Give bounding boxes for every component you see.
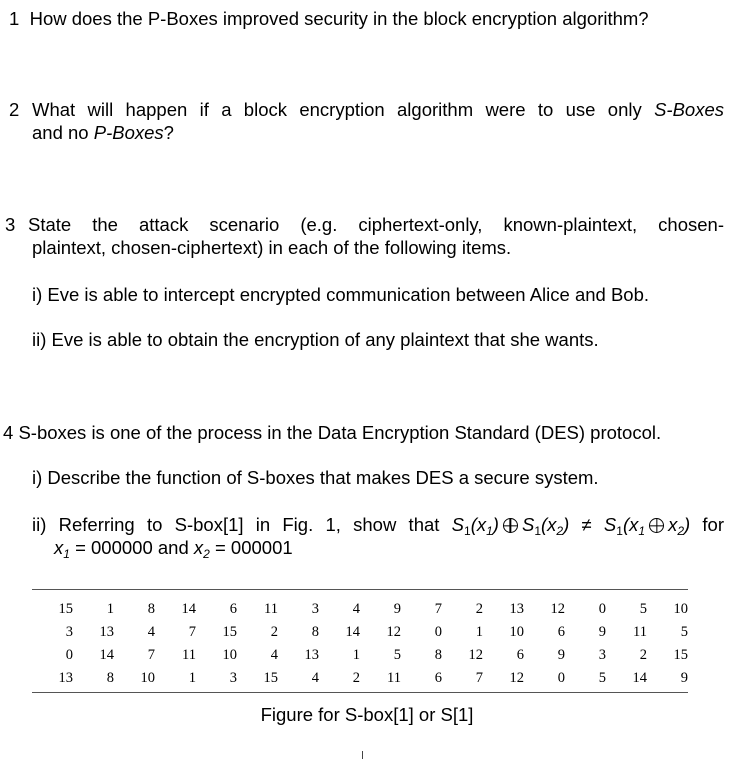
question-2-sboxes: S-Boxes <box>654 99 724 120</box>
table-cell: 8 <box>106 670 114 686</box>
question-4-line-1 <box>3 422 661 444</box>
table-cell: 1 <box>106 601 114 617</box>
value-x1-text: = 000000 and <box>69 537 194 558</box>
formula-x-sub-a: 1 <box>486 524 493 538</box>
table-cell: 5 <box>393 647 401 663</box>
table-cell: 14 <box>181 601 196 617</box>
table-cell: 2 <box>270 624 278 640</box>
table-bottom-rule <box>32 692 688 693</box>
xor-icon <box>649 518 664 533</box>
question-2-number: 2 <box>9 99 20 120</box>
table-cell: 10 <box>673 601 688 617</box>
value-x2-var: x <box>193 537 204 558</box>
table-cell: 6 <box>557 624 565 640</box>
table-cell: 8 <box>434 647 442 663</box>
table-cell: 4 <box>311 670 319 686</box>
table-cell: 4 <box>270 647 278 663</box>
table-cell: 11 <box>633 624 647 640</box>
question-1-text: How does the P-Boxes improved security in the block encryption algorithm? <box>29 8 649 29</box>
table-cell: 11 <box>387 670 401 686</box>
value-x1-sub: 1 <box>63 547 70 561</box>
table-cell: 3 <box>598 647 606 663</box>
table-cell: 13 <box>509 601 524 617</box>
formula-s-b: S <box>521 514 535 535</box>
table-cell: 14 <box>345 624 360 640</box>
formula-paren-b: ( <box>541 514 548 535</box>
formula-s-a: S <box>451 514 464 535</box>
formula-x-c: x <box>629 514 639 535</box>
table-cell: 6 <box>434 670 442 686</box>
table-cell: 6 <box>516 647 524 663</box>
table-cell: 9 <box>557 647 565 663</box>
value-x2-text: = 000001 <box>209 537 293 558</box>
table-cell: 15 <box>58 601 73 617</box>
table-cell: 2 <box>475 601 483 617</box>
table-cell: 2 <box>352 670 360 686</box>
question-1-number: 1 <box>9 8 20 29</box>
table-cell: 4 <box>147 624 155 640</box>
question-4-item-i: i) Describe the function of S-boxes that makes DES a secure system. <box>32 467 599 488</box>
formula-x-a: x <box>476 514 487 535</box>
table-cell: 13 <box>99 624 114 640</box>
formula-paren-c: ( <box>622 514 630 535</box>
formula-x-b: x <box>547 514 557 535</box>
table-cell: 3 <box>311 601 319 617</box>
formula-s-sub-a: 1 <box>464 524 471 538</box>
value-x1-var: x <box>54 537 64 558</box>
table-cell: 7 <box>475 670 483 686</box>
table-cell: 0 <box>557 670 565 686</box>
table-cell: 9 <box>393 601 401 617</box>
table-cell: 5 <box>639 601 647 617</box>
table-cell: 1 <box>475 624 483 640</box>
table-cell: 12 <box>468 647 483 663</box>
table-cell: 3 <box>229 670 237 686</box>
table-cell: 15 <box>673 647 688 663</box>
table-cell: 13 <box>304 647 319 663</box>
formula-paren-close-c: ) <box>684 514 691 535</box>
table-cell: 5 <box>598 670 606 686</box>
question-4-text: S-boxes is one of the process in the Data Encryption Standard (DES) protocol. <box>18 422 662 443</box>
question-1 <box>9 8 649 30</box>
table-cell: 12 <box>550 601 565 617</box>
table-cell: 0 <box>65 647 73 663</box>
formula-paren-close-b: ) <box>563 514 570 535</box>
table-cell: 7 <box>434 601 442 617</box>
question-3-line-2: plaintext, chosen-ciphertext) in each of the following items. <box>32 237 512 258</box>
table-cell: 14 <box>632 670 647 686</box>
formula-paren-close-a: ) <box>492 514 499 535</box>
formula-s-sub-c: 1 <box>616 524 623 538</box>
table-cell: 13 <box>58 670 73 686</box>
sbox-table <box>32 598 688 690</box>
table-cell: 11 <box>264 601 278 617</box>
table-cell: 15 <box>222 624 237 640</box>
table-cell: 5 <box>680 624 688 640</box>
figure-caption: Figure for S-box[1] or S[1] <box>260 704 474 725</box>
table-cell: 10 <box>222 647 237 663</box>
table-cell: 9 <box>680 670 688 686</box>
table-cell: 12 <box>509 670 524 686</box>
question-2-line-2 <box>32 122 174 144</box>
table-row <box>32 644 688 667</box>
question-4-item-ii-line-2 <box>54 537 293 565</box>
table-cell: 3 <box>65 624 73 640</box>
formula-x-sub-c: 1 <box>638 524 646 538</box>
table-cell: 7 <box>188 624 196 640</box>
table-cell: 9 <box>598 624 606 640</box>
table-cell: 14 <box>99 647 114 663</box>
table-row <box>32 621 688 644</box>
question-4-number: 4 <box>3 422 14 443</box>
table-top-rule <box>32 589 688 590</box>
formula-x-sub-b: 2 <box>556 524 564 538</box>
value-x2-sub: 2 <box>203 547 210 561</box>
table-cell: 6 <box>229 601 237 617</box>
table-cell: 12 <box>386 624 401 640</box>
table-cell: 15 <box>263 670 278 686</box>
formula-x-d: x <box>668 514 678 535</box>
question-2-text-b: and no <box>32 122 94 143</box>
question-3-item-i: i) Eve is able to intercept encrypted communication between Alice and Bob. <box>32 284 650 305</box>
formula-x-sub-d: 2 <box>677 524 684 538</box>
table-cell: 2 <box>639 647 647 663</box>
table-row <box>32 598 688 621</box>
formula-neq: ≠ <box>569 514 604 535</box>
formula-s-sub-b: 1 <box>534 524 541 538</box>
table-cell: 8 <box>311 624 319 640</box>
table-cell: 0 <box>598 601 606 617</box>
question-2-line-1 <box>32 99 724 121</box>
formula-paren-a: ( <box>470 514 477 535</box>
table-cell: 8 <box>147 601 155 617</box>
question-3-line-1: State the attack scenario (e.g. ciphertext-only, known-plaintext, chosen- <box>28 214 724 235</box>
formula-s-c: S <box>603 514 617 535</box>
table-cell: 1 <box>352 647 360 663</box>
table-cell: 7 <box>147 647 155 663</box>
table-cell: 11 <box>182 647 196 663</box>
question-3-number: 3 <box>5 214 16 235</box>
question-2-text-c: ? <box>163 122 174 143</box>
table-cell: 10 <box>509 624 524 640</box>
xor-icon <box>503 518 518 533</box>
table-cell: 0 <box>434 624 442 640</box>
table-row <box>32 667 688 690</box>
table-cell: 4 <box>352 601 360 617</box>
question-4-item-ii-text: ii) Referring to S-box[1] in Fig. 1, show that <box>32 514 452 535</box>
question-4-for: for <box>702 514 725 535</box>
text-cursor-mark <box>362 751 363 759</box>
question-2-text-a: What will happen if a block encryption algorithm were to use only <box>32 99 655 120</box>
question-2-pboxes: P-Boxes <box>93 122 164 143</box>
table-cell: 1 <box>188 670 196 686</box>
table-cell: 10 <box>140 670 155 686</box>
question-3-item-ii: ii) Eve is able to obtain the encryption of any plaintext that she wants. <box>32 329 599 350</box>
